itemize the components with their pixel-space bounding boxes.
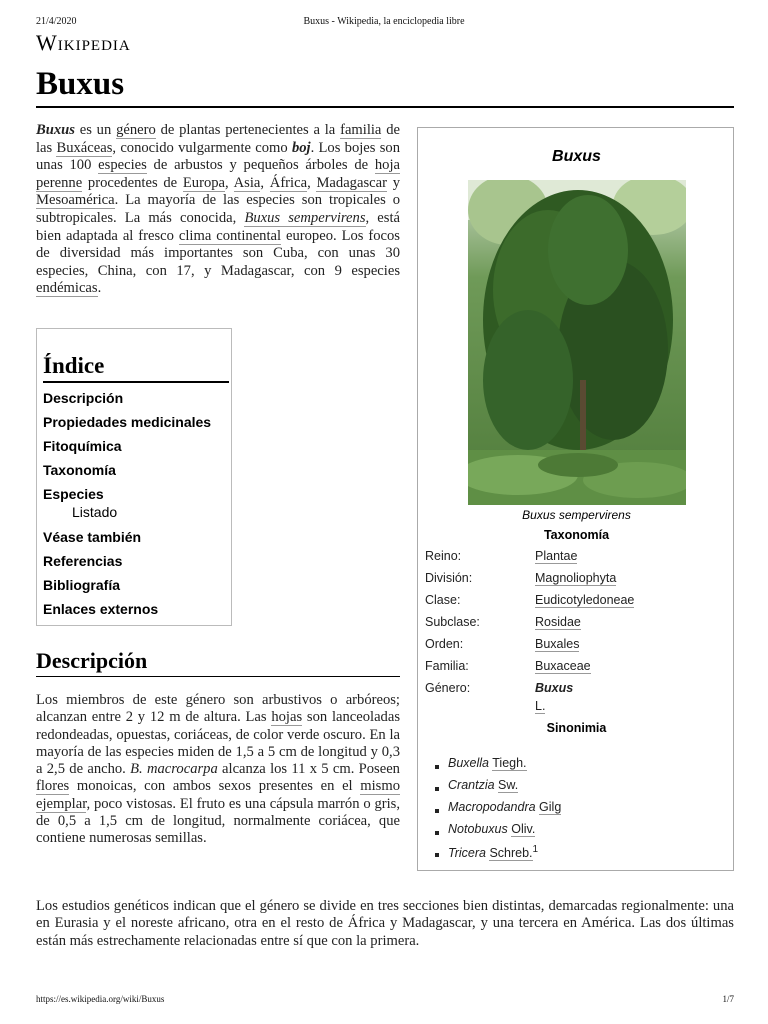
common-name-boj: boj [291,139,311,156]
title-divider [36,106,734,108]
text-run: , [260,174,270,191]
text-run: , está bien adaptada al fresco [36,209,400,244]
text-run: es un [74,122,117,138]
author-link[interactable]: L. [535,699,546,713]
taxon-value-orden[interactable] [535,637,579,651]
toc-item-descripcion[interactable]: Descripción [43,390,124,406]
genetics-paragraph: Los estudios genéticos indican que el género se divide en tres secciones bien distintas, demarcadas regionalmente: una en Eurasia y el noreste africano, otra en el resto de África y Madagascar, y una tercera en América. Las dos últimas están más estrechamente relacionadas entre sí que con la primera. [36,898,734,949]
buxus-photo[interactable] [468,180,686,505]
taxon-value-clase[interactable] [535,593,634,607]
bullet [435,853,439,857]
text-run: . La mayoría de las especies son tropicales o subtropicales. La más conocida, [36,192,400,226]
toc-item-enlaces[interactable]: Enlaces externos [43,601,159,617]
synonym-item [448,800,561,814]
taxon-value-text[interactable]: Plantae [535,549,578,563]
toc-item-fitoquimica[interactable]: Fitoquímica [43,438,122,454]
taxon-value-reino[interactable] [535,549,577,563]
table-of-contents [36,328,232,626]
synonym-item [448,822,535,836]
toc-item-especies[interactable]: Especies [43,486,104,502]
synonym-name: Notobuxus [448,822,508,836]
text-run: y [386,174,400,191]
synonym-author[interactable]: Schreb. [489,846,533,861]
print-doc-title: Buxus - Wikipedia, la enciclopedia libre [303,16,465,27]
synonym-author[interactable]: Sw. [498,778,519,792]
link-familia[interactable]: familia [340,122,382,138]
toc-item-taxonomia[interactable]: Taxonomía [43,462,116,478]
text-run: procedentes de [82,174,183,191]
text-run: europeo. Los focos de diversidad más importantes son Cuba, con unas 30 especies, China, con 17, y Madagascar, con 9 especies [36,227,400,279]
taxon-label: División: [425,571,473,585]
link-buxaceas[interactable]: Buxáceas [56,139,113,156]
toc-divider [43,381,229,383]
footer-page-number: 1/7 [722,994,734,1004]
taxon-label: Clase: [425,593,461,607]
toc-title: Índice [43,353,105,378]
toc-item-bibliografia[interactable]: Bibliografía [43,577,121,593]
link-hojas[interactable]: hojas [271,709,303,726]
taxon-label: Orden: [425,637,464,651]
taxon-value-familia[interactable] [535,659,591,673]
text-run: , [225,174,234,191]
photo-caption: Buxus sempervirens [522,508,631,522]
link-buxus-sempervirens[interactable]: Buxus sempervirens [244,209,366,226]
taxon-value-text[interactable]: Buxaceae [535,659,591,673]
synonym-item [448,844,538,860]
synonym-name: Crantzia [448,778,495,792]
link-madagascar[interactable]: Madagascar [316,174,387,191]
taxon-value-text[interactable]: Buxales [535,637,580,651]
taxobox-title: Buxus [552,148,601,165]
taxon-value-genero: Buxus [535,681,574,695]
link-hoja-perenne[interactable]: hoja perenne [36,157,400,191]
section-heading-descripcion: Descripción [36,648,148,673]
text-run: . [97,280,102,297]
taxon-label: Reino: [425,549,462,563]
text-run: monoicas, con ambos sexos presentes en el [69,778,361,795]
taxon-value-division[interactable] [535,571,616,585]
descripcion-paragraph [36,692,400,848]
text-run: son lanceoladas redondeadas, opuestas, coriáceas, de color verde oscuro. En la mayoría de las especies miden de 1,5 a 5 cm de longitud y 0,3 a 2,5 de ancho. [36,709,401,778]
text-run: de las [36,122,400,156]
taxon-value-text[interactable]: Rosidae [535,615,581,629]
link-clima-continental[interactable]: clima continental [178,227,282,244]
synonym-name: Tricera [448,846,486,861]
synonym-name: Buxella [448,756,489,770]
intro-paragraph [36,122,400,298]
bullet [435,831,439,835]
link-endemicas[interactable]: endémicas [36,280,98,297]
wikipedia-logo[interactable] [36,30,131,56]
text-run: Los miembros de este género son arbustivos o arbóreos; alcanzan entre 2 y 12 m de altura. Las [36,692,400,726]
wikipedia-wordmark: Wikipedia [36,30,131,55]
taxon-value-text[interactable]: Magnoliophyta [535,571,617,585]
synonym-author[interactable]: Oliv. [511,822,536,836]
page-title: Buxus [36,66,125,102]
link-genero[interactable]: género [116,122,156,138]
link-mismo-ejemplar[interactable]: mismo ejemplar [36,778,400,812]
synonym-author[interactable]: Gilg [539,800,562,814]
taxon-value-text[interactable]: Eudicotyledoneae [535,593,635,607]
toc-item-vease[interactable]: Véase también [43,529,142,545]
genus-name: Buxus [36,122,75,138]
synonymy-heading: Sinonimia [546,721,607,735]
link-africa[interactable]: África [269,174,308,191]
toc-subitem-listado[interactable]: Listado [72,504,118,520]
species-macrocarpa: B. macrocarpa [130,761,218,778]
section-divider [36,676,400,677]
taxonomy-heading: Taxonomía [543,528,610,542]
taxon-label: Género: [425,681,471,695]
taxon-label: Subclase: [425,615,480,629]
text-run: , conocido vulgarmente como [112,139,292,156]
text-run: , poco vistosas. El fruto es una cápsula marrón o gris, de 0,5 a 1,5 cm de longitud, normalmente coriácea, que contiene numerosas semillas. [36,795,400,847]
taxobox [417,127,734,871]
synonym-item [448,778,518,792]
link-asia[interactable]: Asia [233,174,261,191]
toc-item-propiedades[interactable]: Propiedades medicinales [43,414,212,430]
synonym-item [448,756,527,770]
taxon-author[interactable] [535,699,545,713]
link-flores[interactable]: flores [36,778,70,795]
bullet [435,787,439,791]
footer-url: https://es.wikipedia.org/wiki/Buxus [36,994,165,1004]
bullet [435,765,439,769]
text-run: . Los bojes son unas 100 [36,139,400,174]
taxon-label: Familia: [425,659,469,673]
reference-mark[interactable]: 1 [532,844,539,855]
synonym-author[interactable]: Tiegh. [492,756,527,770]
text-run: de arbustos y pequeños árboles de [146,157,375,174]
taxon-value-subclase[interactable] [535,615,581,629]
link-mesoamerica[interactable]: Mesoamérica [36,192,115,209]
toc-item-referencias[interactable]: Referencias [43,553,123,569]
text-run: , [307,174,317,191]
text-run: alcanza los 11 x 5 cm. Poseen [217,761,400,778]
link-europa[interactable]: Europa [182,174,226,191]
link-especies[interactable]: especies [98,157,147,174]
bullet [435,809,439,813]
synonym-name: Macropodandra [448,800,536,814]
print-date: 21/4/2020 [36,16,77,27]
text-run: de plantas pertenecientes a la [155,122,341,138]
